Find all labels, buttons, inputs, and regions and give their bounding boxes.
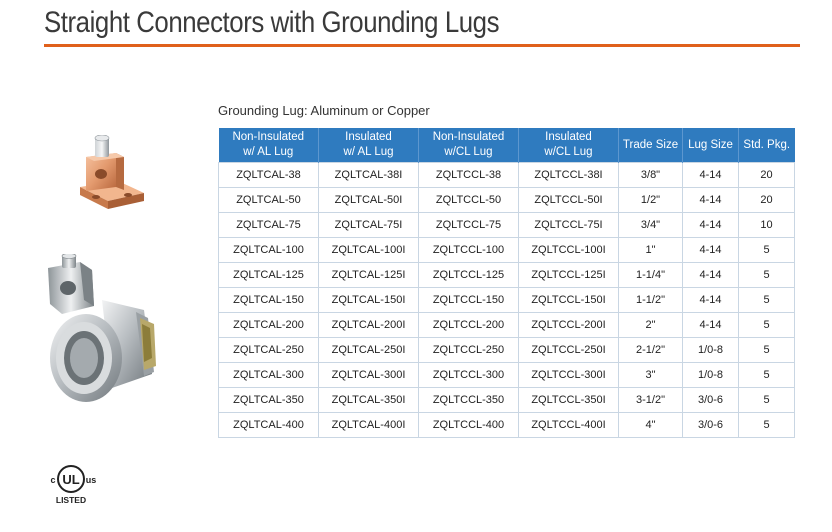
table-row bbox=[219, 163, 795, 188]
table-subtitle: Grounding Lug: Aluminum or Copper bbox=[218, 103, 430, 118]
table-row bbox=[219, 288, 795, 313]
svg-text:us: us bbox=[85, 475, 97, 485]
table-cell: ZQLTCCL-125 bbox=[419, 263, 519, 288]
table-cell: 20 bbox=[739, 163, 795, 188]
table-cell: ZQLTCCL-75 bbox=[419, 213, 519, 238]
table-header bbox=[219, 128, 795, 163]
table-body bbox=[219, 163, 795, 438]
table-cell: ZQLTCCL-300 bbox=[419, 363, 519, 388]
table-cell: ZQLTCAL-350I bbox=[319, 388, 419, 413]
table-cell: ZQLTCCL-250I bbox=[519, 338, 619, 363]
table-cell: ZQLTCAL-38 bbox=[219, 163, 319, 188]
page-title: Straight Connectors with Grounding Lugs bbox=[44, 6, 500, 39]
table-cell: ZQLTCAL-100 bbox=[219, 238, 319, 263]
table-row bbox=[219, 338, 795, 363]
column-header bbox=[739, 128, 795, 163]
table-cell: ZQLTCCL-50 bbox=[419, 188, 519, 213]
table-cell: ZQLTCAL-250I bbox=[319, 338, 419, 363]
table-cell: ZQLTCAL-200I bbox=[319, 313, 419, 338]
column-header bbox=[683, 128, 739, 163]
column-header bbox=[619, 128, 683, 163]
table-row bbox=[219, 413, 795, 438]
column-header-text: Non-Insulated bbox=[232, 131, 305, 143]
table-cell: 1" bbox=[619, 238, 683, 263]
table-row bbox=[219, 213, 795, 238]
table-cell: ZQLTCAL-75I bbox=[319, 213, 419, 238]
table-cell: 4-14 bbox=[683, 188, 739, 213]
table-cell: 4" bbox=[619, 413, 683, 438]
table-cell: 5 bbox=[739, 288, 795, 313]
table-cell: 1-1/4" bbox=[619, 263, 683, 288]
svg-text:UL: UL bbox=[62, 472, 80, 487]
ul-logo-icon bbox=[41, 463, 101, 505]
table-cell: 4-14 bbox=[683, 313, 739, 338]
table-cell: ZQLTCAL-50I bbox=[319, 188, 419, 213]
table-cell: ZQLTCAL-200 bbox=[219, 313, 319, 338]
table-cell: ZQLTCAL-300I bbox=[319, 363, 419, 388]
table-cell: ZQLTCAL-400I bbox=[319, 413, 419, 438]
table-row bbox=[219, 263, 795, 288]
table-row bbox=[219, 388, 795, 413]
column-header bbox=[319, 128, 419, 163]
table-cell: ZQLTCAL-125I bbox=[319, 263, 419, 288]
table-cell: ZQLTCCL-38I bbox=[519, 163, 619, 188]
table-cell: ZQLTCCL-100 bbox=[419, 238, 519, 263]
column-header bbox=[519, 128, 619, 163]
table-row bbox=[219, 313, 795, 338]
table-cell: 2" bbox=[619, 313, 683, 338]
column-header-text: Insulated bbox=[545, 131, 592, 143]
table-cell: 1-1/2" bbox=[619, 288, 683, 313]
table-cell: 1/0-8 bbox=[683, 338, 739, 363]
table-cell: ZQLTCAL-38I bbox=[319, 163, 419, 188]
table-cell: 3" bbox=[619, 363, 683, 388]
table-cell: ZQLTCCL-38 bbox=[419, 163, 519, 188]
table-cell: 5 bbox=[739, 388, 795, 413]
table-row bbox=[219, 238, 795, 263]
table-cell: ZQLTCAL-300 bbox=[219, 363, 319, 388]
table-cell: ZQLTCAL-350 bbox=[219, 388, 319, 413]
table-cell: ZQLTCAL-250 bbox=[219, 338, 319, 363]
table-cell: ZQLTCAL-50 bbox=[219, 188, 319, 213]
table-cell: ZQLTCCL-400 bbox=[419, 413, 519, 438]
product-table bbox=[218, 128, 794, 438]
svg-text:c: c bbox=[50, 475, 56, 485]
table-cell: 1/2" bbox=[619, 188, 683, 213]
table-cell: 1/0-8 bbox=[683, 363, 739, 388]
table-cell: 3/0-6 bbox=[683, 388, 739, 413]
table-cell: 4-14 bbox=[683, 238, 739, 263]
table-cell: 20 bbox=[739, 188, 795, 213]
column-header-text: w/CL Lug bbox=[444, 146, 493, 158]
table-cell: ZQLTCCL-125I bbox=[519, 263, 619, 288]
ul-listed-mark bbox=[41, 463, 101, 510]
table-cell: 4-14 bbox=[683, 288, 739, 313]
copper-lug-image bbox=[78, 135, 148, 221]
table-cell: 5 bbox=[739, 238, 795, 263]
table-cell: 4-14 bbox=[683, 213, 739, 238]
table-cell: ZQLTCCL-400I bbox=[519, 413, 619, 438]
column-header-text: w/CL Lug bbox=[544, 146, 593, 158]
column-header-text: Non-Insulated bbox=[432, 131, 505, 143]
table-cell: 3-1/2" bbox=[619, 388, 683, 413]
table-cell: ZQLTCCL-200I bbox=[519, 313, 619, 338]
table-cell: 5 bbox=[739, 263, 795, 288]
table-cell: ZQLTCCL-350 bbox=[419, 388, 519, 413]
table-cell: ZQLTCCL-200 bbox=[419, 313, 519, 338]
column-header-text: Insulated bbox=[345, 131, 392, 143]
table-cell: ZQLTCCL-150 bbox=[419, 288, 519, 313]
table-cell: ZQLTCCL-50I bbox=[519, 188, 619, 213]
column-header-text: w/ AL Lug bbox=[343, 146, 394, 158]
table-cell: ZQLTCCL-250 bbox=[419, 338, 519, 363]
table-cell: ZQLTCAL-75 bbox=[219, 213, 319, 238]
table-cell: ZQLTCCL-100I bbox=[519, 238, 619, 263]
table-cell: 3/4" bbox=[619, 213, 683, 238]
column-header bbox=[219, 128, 319, 163]
table-cell: 5 bbox=[739, 313, 795, 338]
table-cell: ZQLTCAL-400 bbox=[219, 413, 319, 438]
table-cell: ZQLTCAL-125 bbox=[219, 263, 319, 288]
table-cell: ZQLTCAL-100I bbox=[319, 238, 419, 263]
table-cell: 3/0-6 bbox=[683, 413, 739, 438]
table-cell: 5 bbox=[739, 363, 795, 388]
table-cell: ZQLTCCL-150I bbox=[519, 288, 619, 313]
column-header bbox=[419, 128, 519, 163]
column-header-text: Std. Pkg. bbox=[743, 138, 791, 151]
column-header-text: Trade Size bbox=[622, 138, 679, 151]
table-cell: 5 bbox=[739, 338, 795, 363]
table-cell: 4-14 bbox=[683, 163, 739, 188]
title-underline bbox=[44, 44, 800, 47]
table-row bbox=[219, 363, 795, 388]
table-cell: ZQLTCCL-300I bbox=[519, 363, 619, 388]
table-cell: 3/8" bbox=[619, 163, 683, 188]
connector-image bbox=[40, 254, 158, 414]
table-cell: ZQLTCAL-150 bbox=[219, 288, 319, 313]
column-header-text: w/ AL Lug bbox=[243, 146, 294, 158]
column-header-text: Lug Size bbox=[688, 138, 733, 151]
table-cell: ZQLTCAL-150I bbox=[319, 288, 419, 313]
table-cell: ZQLTCCL-350I bbox=[519, 388, 619, 413]
svg-text:LISTED: LISTED bbox=[55, 495, 87, 505]
table-cell: ZQLTCCL-75I bbox=[519, 213, 619, 238]
table-cell: 5 bbox=[739, 413, 795, 438]
table-row bbox=[219, 188, 795, 213]
table-cell: 2-1/2" bbox=[619, 338, 683, 363]
table-cell: 4-14 bbox=[683, 263, 739, 288]
table-cell: 10 bbox=[739, 213, 795, 238]
